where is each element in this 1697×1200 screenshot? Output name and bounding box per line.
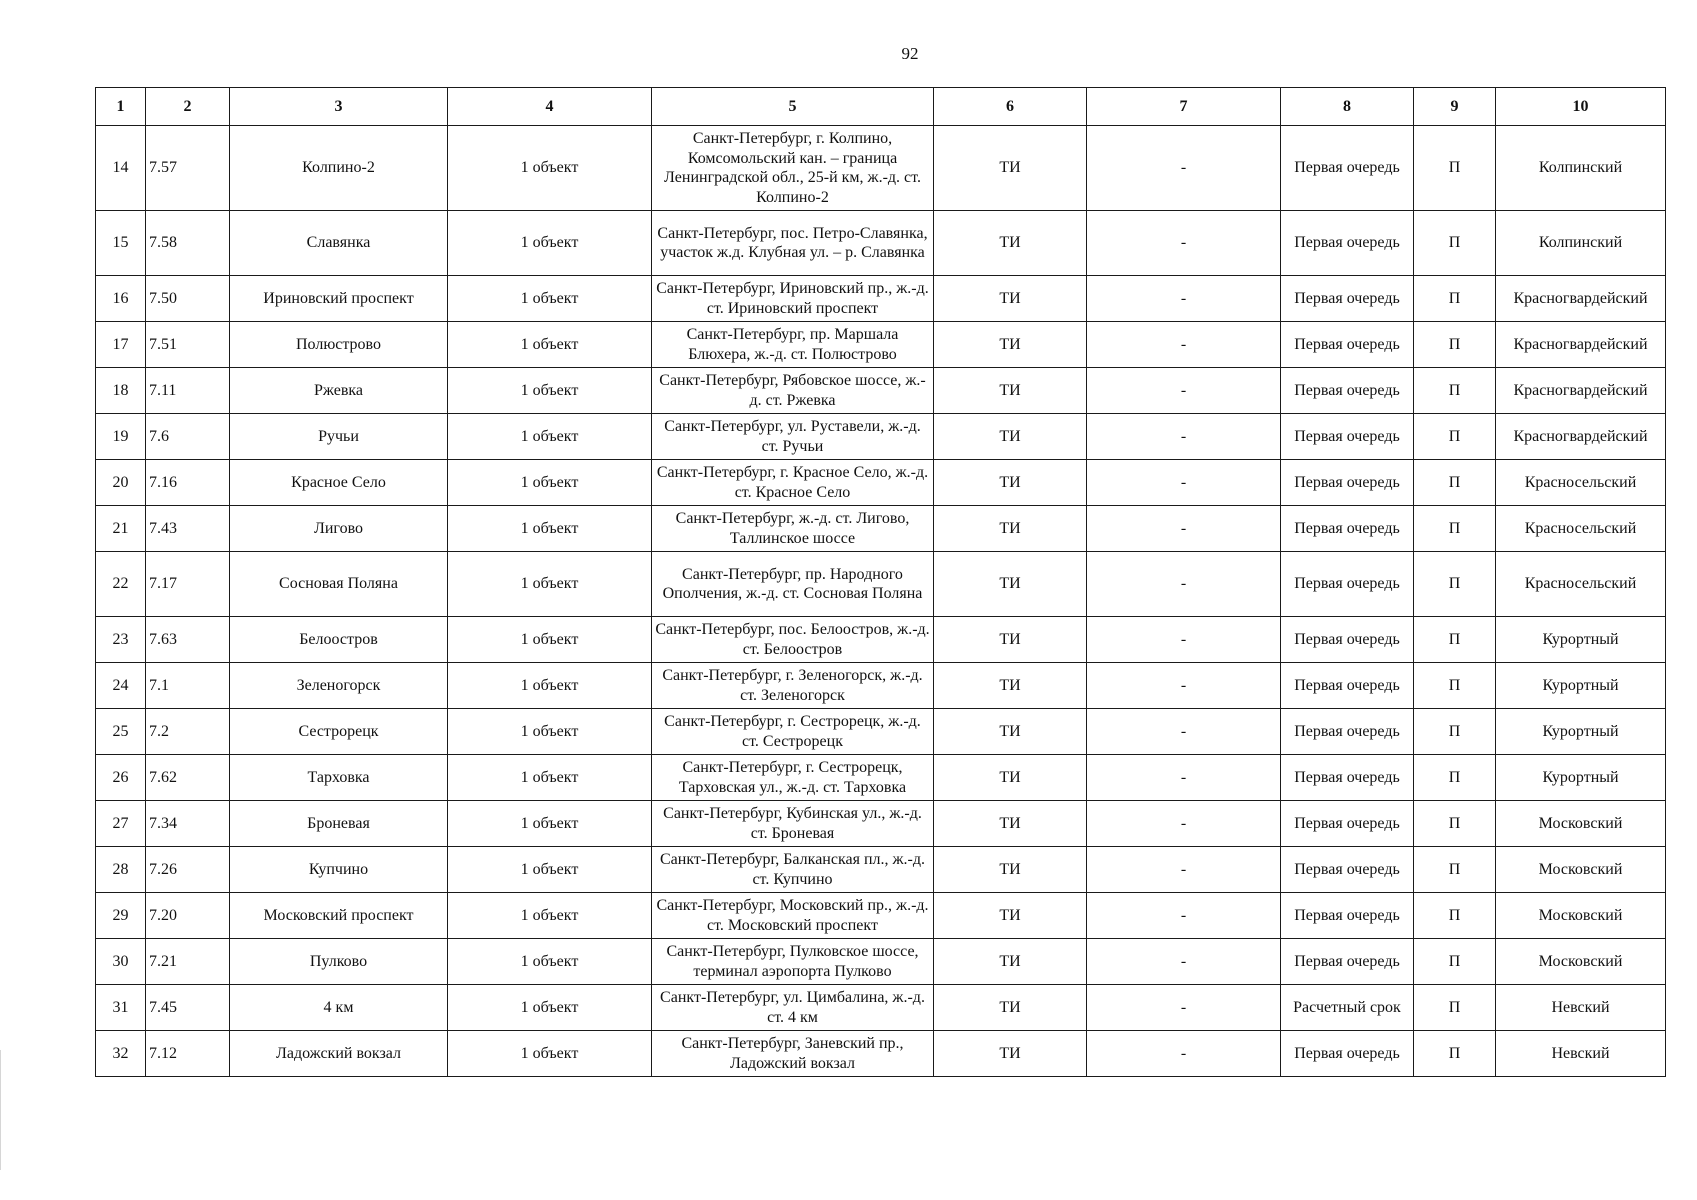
object-type: ТИ <box>934 663 1087 709</box>
station-name: Тарховка <box>230 755 448 801</box>
row-code: 7.2 <box>146 709 230 755</box>
scan-margin-line <box>0 1050 1 1170</box>
row-code: 7.45 <box>146 985 230 1031</box>
object-status: П <box>1414 322 1496 368</box>
col-header-1: 1 <box>96 88 146 126</box>
row-number: 22 <box>96 552 146 617</box>
object-address: Санкт-Петербург, г. Красное Село, ж.-д. ст. Красное Село <box>652 460 934 506</box>
object-address: Санкт-Петербург, Ириновский пр., ж.-д. ст. Ириновский проспект <box>652 276 934 322</box>
object-type: ТИ <box>934 801 1087 847</box>
district-name: Московский <box>1496 893 1666 939</box>
object-count: 1 объект <box>448 368 652 414</box>
implementation-stage: Первая очередь <box>1281 126 1414 211</box>
object-status: П <box>1414 709 1496 755</box>
object-address: Санкт-Петербург, пр. Маршала Блюхера, ж.-д. ст. Полюстрово <box>652 322 934 368</box>
col-header-9: 9 <box>1414 88 1496 126</box>
object-type: ТИ <box>934 985 1087 1031</box>
station-name: Пулково <box>230 939 448 985</box>
object-type: ТИ <box>934 322 1087 368</box>
column-7-value: - <box>1087 211 1281 276</box>
row-number: 16 <box>96 276 146 322</box>
implementation-stage: Первая очередь <box>1281 460 1414 506</box>
district-name: Московский <box>1496 801 1666 847</box>
object-count: 1 объект <box>448 801 652 847</box>
implementation-stage: Первая очередь <box>1281 414 1414 460</box>
object-count: 1 объект <box>448 126 652 211</box>
object-count: 1 объект <box>448 617 652 663</box>
object-address: Санкт-Петербург, пос. Петро-Славянка, участок ж.д. Клубная ул. – р. Славянка <box>652 211 934 276</box>
table-row <box>96 939 1666 985</box>
header-row <box>96 88 1666 126</box>
row-code: 7.20 <box>146 893 230 939</box>
object-type: ТИ <box>934 460 1087 506</box>
object-status: П <box>1414 1031 1496 1077</box>
table-row <box>96 506 1666 552</box>
table-row <box>96 211 1666 276</box>
table-row <box>96 460 1666 506</box>
district-name: Курортный <box>1496 617 1666 663</box>
col-header-5: 5 <box>652 88 934 126</box>
implementation-stage: Первая очередь <box>1281 939 1414 985</box>
row-code: 7.21 <box>146 939 230 985</box>
table-row <box>96 755 1666 801</box>
implementation-stage: Первая очередь <box>1281 801 1414 847</box>
object-count: 1 объект <box>448 1031 652 1077</box>
table-row <box>96 893 1666 939</box>
object-type: ТИ <box>934 617 1087 663</box>
row-number: 23 <box>96 617 146 663</box>
object-status: П <box>1414 276 1496 322</box>
district-name: Курортный <box>1496 663 1666 709</box>
table-row <box>96 276 1666 322</box>
table-row <box>96 709 1666 755</box>
object-address: Санкт-Петербург, Кубинская ул., ж.-д. ст. Броневая <box>652 801 934 847</box>
objects-table <box>95 87 1666 1077</box>
object-address: Санкт-Петербург, Московский пр., ж.-д. ст. Московский проспект <box>652 893 934 939</box>
row-number: 21 <box>96 506 146 552</box>
table-row <box>96 322 1666 368</box>
table-row <box>96 801 1666 847</box>
row-code: 7.16 <box>146 460 230 506</box>
col-header-2: 2 <box>146 88 230 126</box>
object-count: 1 объект <box>448 847 652 893</box>
district-name: Красносельский <box>1496 552 1666 617</box>
object-address: Санкт-Петербург, Балканская пл., ж.-д. ст. Купчино <box>652 847 934 893</box>
row-number: 30 <box>96 939 146 985</box>
object-status: П <box>1414 893 1496 939</box>
implementation-stage: Первая очередь <box>1281 368 1414 414</box>
object-count: 1 объект <box>448 939 652 985</box>
row-number: 32 <box>96 1031 146 1077</box>
row-number: 15 <box>96 211 146 276</box>
col-header-8: 8 <box>1281 88 1414 126</box>
object-status: П <box>1414 663 1496 709</box>
implementation-stage: Первая очередь <box>1281 552 1414 617</box>
object-address: Санкт-Петербург, г. Сестрорецк, Тарховская ул., ж.-д. ст. Тарховка <box>652 755 934 801</box>
column-7-value: - <box>1087 414 1281 460</box>
implementation-stage: Первая очередь <box>1281 211 1414 276</box>
station-name: Ручьи <box>230 414 448 460</box>
object-status: П <box>1414 414 1496 460</box>
object-type: ТИ <box>934 414 1087 460</box>
table-row <box>96 126 1666 211</box>
table-row <box>96 847 1666 893</box>
object-address: Санкт-Петербург, г. Сестрорецк, ж.-д. ст. Сестрорецк <box>652 709 934 755</box>
row-code: 7.57 <box>146 126 230 211</box>
row-number: 17 <box>96 322 146 368</box>
table-header <box>96 88 1666 126</box>
district-name: Колпинский <box>1496 126 1666 211</box>
column-7-value: - <box>1087 663 1281 709</box>
object-type: ТИ <box>934 847 1087 893</box>
object-count: 1 объект <box>448 322 652 368</box>
object-status: П <box>1414 617 1496 663</box>
object-status: П <box>1414 939 1496 985</box>
column-7-value: - <box>1087 801 1281 847</box>
table-row <box>96 985 1666 1031</box>
district-name: Красногвардейский <box>1496 368 1666 414</box>
district-name: Московский <box>1496 847 1666 893</box>
object-type: ТИ <box>934 552 1087 617</box>
station-name: Красное Село <box>230 460 448 506</box>
row-number: 24 <box>96 663 146 709</box>
object-address: Санкт-Петербург, ул. Цимбалина, ж.-д. ст. 4 км <box>652 985 934 1031</box>
object-address: Санкт-Петербург, Заневский пр., Ладожский вокзал <box>652 1031 934 1077</box>
row-code: 7.34 <box>146 801 230 847</box>
column-7-value: - <box>1087 276 1281 322</box>
object-address: Санкт-Петербург, ул. Руставели, ж.-д. ст. Ручьи <box>652 414 934 460</box>
object-status: П <box>1414 985 1496 1031</box>
district-name: Красносельский <box>1496 506 1666 552</box>
col-header-4: 4 <box>448 88 652 126</box>
row-number: 27 <box>96 801 146 847</box>
station-name: 4 км <box>230 985 448 1031</box>
row-number: 20 <box>96 460 146 506</box>
row-code: 7.43 <box>146 506 230 552</box>
column-7-value: - <box>1087 126 1281 211</box>
object-address: Санкт-Петербург, Пулковское шоссе, терминал аэропорта Пулково <box>652 939 934 985</box>
object-count: 1 объект <box>448 460 652 506</box>
station-name: Лигово <box>230 506 448 552</box>
object-address: Санкт-Петербург, пр. Народного Ополчения, ж.-д. ст. Сосновая Поляна <box>652 552 934 617</box>
object-type: ТИ <box>934 939 1087 985</box>
page-number: 92 <box>901 44 919 63</box>
implementation-stage: Первая очередь <box>1281 893 1414 939</box>
object-status: П <box>1414 211 1496 276</box>
table-row <box>96 1031 1666 1077</box>
object-type: ТИ <box>934 211 1087 276</box>
object-address: Санкт-Петербург, пос. Белоостров, ж.-д. ст. Белоостров <box>652 617 934 663</box>
district-name: Московский <box>1496 939 1666 985</box>
station-name: Славянка <box>230 211 448 276</box>
object-type: ТИ <box>934 126 1087 211</box>
row-number: 29 <box>96 893 146 939</box>
implementation-stage: Первая очередь <box>1281 755 1414 801</box>
row-number: 26 <box>96 755 146 801</box>
object-type: ТИ <box>934 368 1087 414</box>
district-name: Курортный <box>1496 755 1666 801</box>
object-count: 1 объект <box>448 414 652 460</box>
object-count: 1 объект <box>448 211 652 276</box>
col-header-7: 7 <box>1087 88 1281 126</box>
station-name: Московский проспект <box>230 893 448 939</box>
implementation-stage: Первая очередь <box>1281 847 1414 893</box>
object-count: 1 объект <box>448 755 652 801</box>
station-name: Ладожский вокзал <box>230 1031 448 1077</box>
row-code: 7.11 <box>146 368 230 414</box>
object-type: ТИ <box>934 276 1087 322</box>
table-body <box>96 126 1666 1077</box>
column-7-value: - <box>1087 847 1281 893</box>
district-name: Невский <box>1496 985 1666 1031</box>
object-address: Санкт-Петербург, г. Колпино, Комсомольский кан. – граница Ленинградской обл., 25-й км, ж.-д. ст. Колпино-2 <box>652 126 934 211</box>
district-name: Красногвардейский <box>1496 276 1666 322</box>
station-name: Ржевка <box>230 368 448 414</box>
district-name: Курортный <box>1496 709 1666 755</box>
object-type: ТИ <box>934 506 1087 552</box>
station-name: Белоостров <box>230 617 448 663</box>
district-name: Красносельский <box>1496 460 1666 506</box>
object-count: 1 объект <box>448 506 652 552</box>
table-row <box>96 552 1666 617</box>
object-status: П <box>1414 801 1496 847</box>
column-7-value: - <box>1087 552 1281 617</box>
district-name: Колпинский <box>1496 211 1666 276</box>
object-type: ТИ <box>934 893 1087 939</box>
table-row <box>96 663 1666 709</box>
object-address: Санкт-Петербург, г. Зеленогорск, ж.-д. ст. Зеленогорск <box>652 663 934 709</box>
object-status: П <box>1414 847 1496 893</box>
object-type: ТИ <box>934 755 1087 801</box>
row-code: 7.58 <box>146 211 230 276</box>
object-count: 1 объект <box>448 985 652 1031</box>
row-number: 18 <box>96 368 146 414</box>
column-7-value: - <box>1087 322 1281 368</box>
district-name: Невский <box>1496 1031 1666 1077</box>
implementation-stage: Первая очередь <box>1281 276 1414 322</box>
district-name: Красногвардейский <box>1496 414 1666 460</box>
table-row <box>96 617 1666 663</box>
col-header-10: 10 <box>1496 88 1666 126</box>
object-count: 1 объект <box>448 709 652 755</box>
column-7-value: - <box>1087 460 1281 506</box>
station-name: Колпино-2 <box>230 126 448 211</box>
row-code: 7.51 <box>146 322 230 368</box>
station-name: Полюстрово <box>230 322 448 368</box>
object-status: П <box>1414 506 1496 552</box>
implementation-stage: Первая очередь <box>1281 617 1414 663</box>
column-7-value: - <box>1087 709 1281 755</box>
row-code: 7.63 <box>146 617 230 663</box>
row-code: 7.26 <box>146 847 230 893</box>
implementation-stage: Первая очередь <box>1281 506 1414 552</box>
object-count: 1 объект <box>448 552 652 617</box>
row-number: 19 <box>96 414 146 460</box>
object-count: 1 объект <box>448 276 652 322</box>
implementation-stage: Расчетный срок <box>1281 985 1414 1031</box>
col-header-6: 6 <box>934 88 1087 126</box>
table-row <box>96 368 1666 414</box>
object-status: П <box>1414 460 1496 506</box>
district-name: Красногвардейский <box>1496 322 1666 368</box>
object-status: П <box>1414 368 1496 414</box>
implementation-stage: Первая очередь <box>1281 709 1414 755</box>
column-7-value: - <box>1087 506 1281 552</box>
row-number: 25 <box>96 709 146 755</box>
station-name: Ириновский проспект <box>230 276 448 322</box>
row-code: 7.50 <box>146 276 230 322</box>
implementation-stage: Первая очередь <box>1281 322 1414 368</box>
object-address: Санкт-Петербург, Рябовское шоссе, ж.-д. ст. Ржевка <box>652 368 934 414</box>
row-number: 28 <box>96 847 146 893</box>
column-7-value: - <box>1087 893 1281 939</box>
column-7-value: - <box>1087 985 1281 1031</box>
row-number: 14 <box>96 126 146 211</box>
object-status: П <box>1414 755 1496 801</box>
column-7-value: - <box>1087 1031 1281 1077</box>
object-status: П <box>1414 552 1496 617</box>
object-address: Санкт-Петербург, ж.-д. ст. Лигово, Таллинское шоссе <box>652 506 934 552</box>
station-name: Сестрорецк <box>230 709 448 755</box>
object-status: П <box>1414 126 1496 211</box>
row-code: 7.62 <box>146 755 230 801</box>
row-code: 7.12 <box>146 1031 230 1077</box>
column-7-value: - <box>1087 755 1281 801</box>
station-name: Броневая <box>230 801 448 847</box>
column-7-value: - <box>1087 368 1281 414</box>
object-count: 1 объект <box>448 663 652 709</box>
column-7-value: - <box>1087 939 1281 985</box>
row-number: 31 <box>96 985 146 1031</box>
row-code: 7.6 <box>146 414 230 460</box>
implementation-stage: Первая очередь <box>1281 1031 1414 1077</box>
table-row <box>96 414 1666 460</box>
implementation-stage: Первая очередь <box>1281 663 1414 709</box>
row-code: 7.17 <box>146 552 230 617</box>
station-name: Сосновая Поляна <box>230 552 448 617</box>
station-name: Купчино <box>230 847 448 893</box>
object-type: ТИ <box>934 1031 1087 1077</box>
col-header-3: 3 <box>230 88 448 126</box>
row-code: 7.1 <box>146 663 230 709</box>
station-name: Зеленогорск <box>230 663 448 709</box>
column-7-value: - <box>1087 617 1281 663</box>
object-count: 1 объект <box>448 893 652 939</box>
object-type: ТИ <box>934 709 1087 755</box>
